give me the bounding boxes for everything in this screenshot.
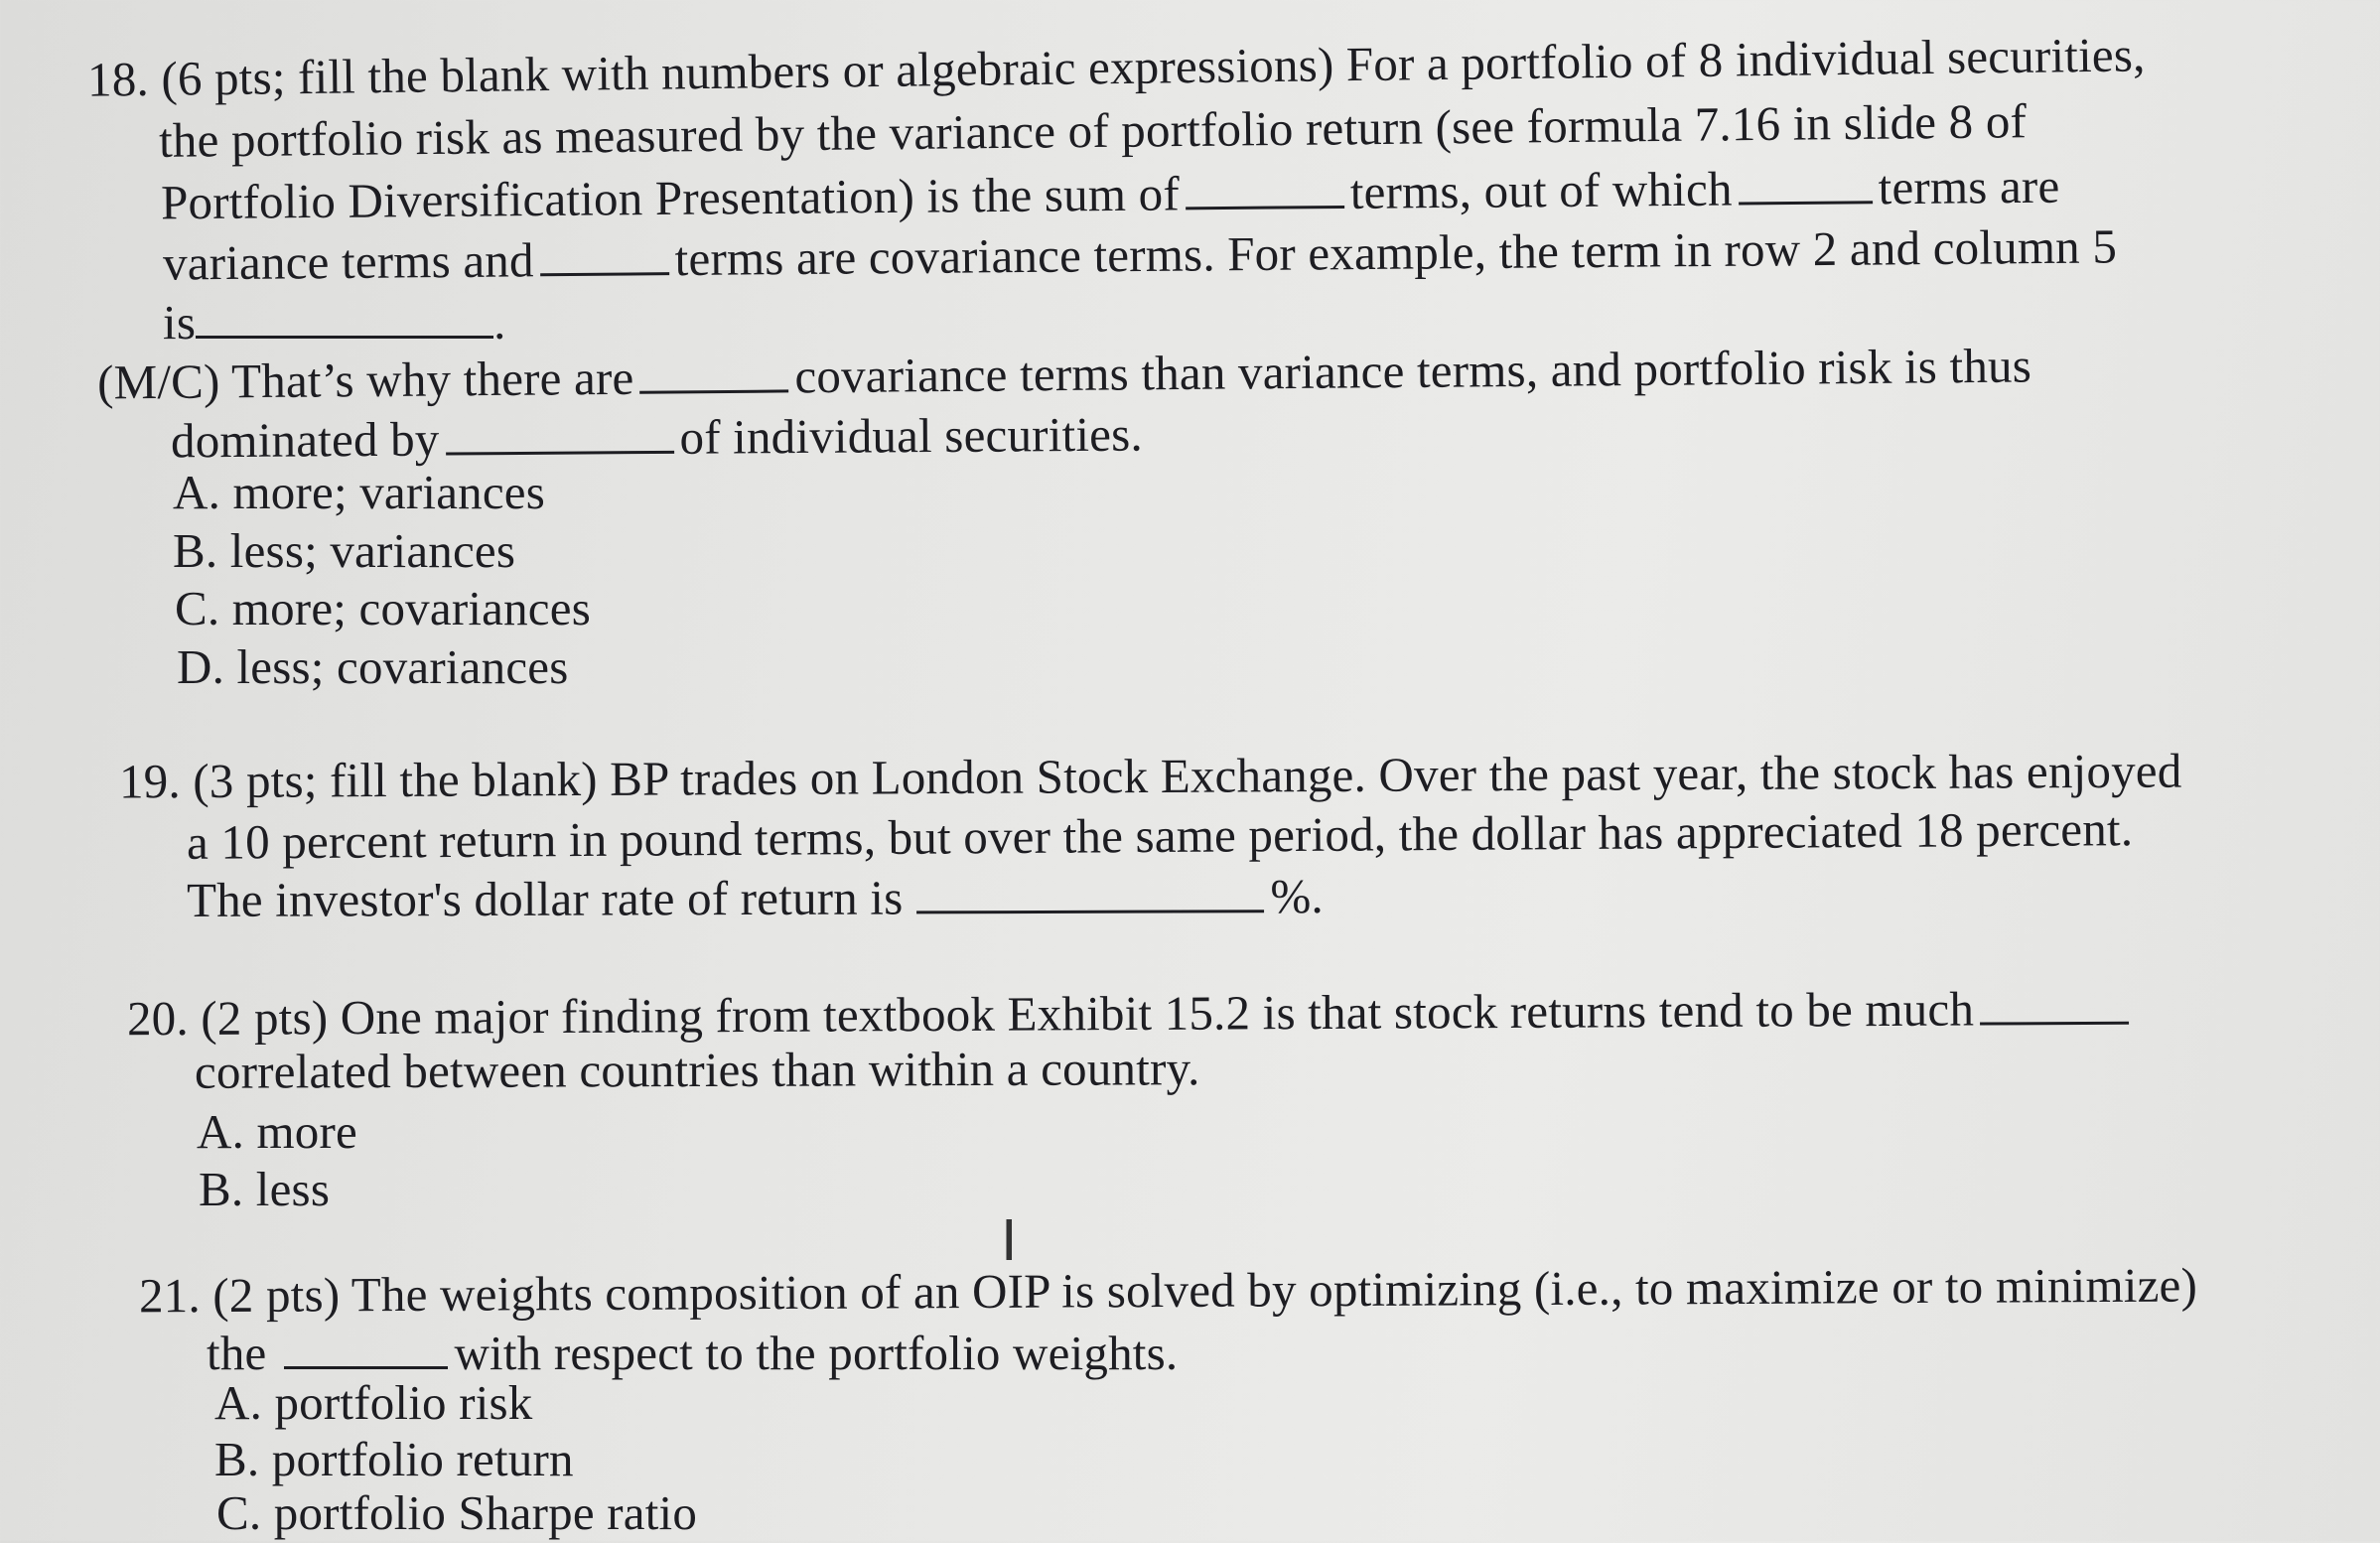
q19-line-2: a 10 percent return in pound terms, but over the same period, the dollar has appreciated 18 percent. (186, 801, 2134, 870)
q20-option-b[interactable]: B. less (199, 1162, 331, 1216)
q18-option-d[interactable]: D. less; covariances (177, 639, 569, 694)
q18-option-c[interactable]: C. more; covariances (175, 581, 591, 635)
blank-row2-col5-term[interactable] (196, 290, 493, 339)
q18-mc-line-2 (171, 402, 1143, 472)
blank-variance-terms[interactable] (1738, 155, 1872, 205)
q18-line-5-text-b: . (493, 295, 506, 350)
q18-line-4-text-a: variance terms and (162, 232, 534, 291)
blank-covariance-terms[interactable] (539, 226, 668, 276)
q18-mc-line-2-text-b: of individual securities. (679, 406, 1144, 465)
blank-total-terms[interactable] (1186, 160, 1344, 210)
q18-line-5 (163, 290, 506, 352)
q19-line-3 (187, 864, 1324, 930)
q18-line-3-text-b: terms, out of which (1349, 161, 1733, 219)
q18-mc-line-2-text-a: dominated by (170, 411, 440, 469)
q19-line-1: 19. (3 pts; fill the blank) BP trades on London Stock Exchange. Over the past year, the stock has enjoyed (118, 743, 2182, 809)
blank-optimized-quantity[interactable] (284, 1321, 448, 1369)
blank-more-or-less[interactable] (639, 344, 788, 393)
blank-dollar-return[interactable] (916, 864, 1264, 913)
q21-line-2-text-b: with respect to the portfolio weights. (454, 1326, 1179, 1380)
q19-line-3-text-a: The investor's dollar rate of return is (186, 870, 904, 927)
q21-line-1: 21. (2 pts) The weights composition of an OIP is solved by optimizing (i.e., to maximize or to minimize) (138, 1257, 2198, 1324)
q20-line-2: correlated between countries than within a country. (194, 1041, 1200, 1099)
blank-correlation[interactable] (1980, 976, 2129, 1026)
q18-line-1: 18. (6 pts; fill the blank with numbers or algebraic expressions) For a portfolio of 8 individual securities, (86, 27, 2146, 107)
q18-line-3-text-a: Portfolio Diversification Presentation) is the sum of (160, 166, 1181, 230)
q18-option-a[interactable]: A. more; variances (173, 465, 546, 519)
q21-line-2-text-a: the (207, 1326, 267, 1380)
q18-line-3-text-c: terms are (1878, 158, 2060, 215)
q21-option-c[interactable]: C. portfolio Sharpe ratio (216, 1485, 698, 1540)
q20-line-1 (127, 976, 2135, 1050)
q19-line-3-text-b: %. (1270, 869, 1325, 924)
blank-dominated-by[interactable] (445, 405, 673, 456)
q20-line-1-text: 20. (2 pts) One major finding from textbook Exhibit 15.2 is that stock returns tend to be much (126, 981, 1975, 1047)
q18-line-5-text-a: is (163, 295, 197, 350)
q18-line-2: the portfolio risk as measured by the variance of portfolio return (see formula 7.16 in slide 8 of (158, 93, 2028, 168)
q21-option-a[interactable]: A. portfolio risk (214, 1375, 533, 1430)
text-cursor-icon: I (1001, 1209, 1018, 1274)
q20-option-a[interactable]: A. more (197, 1104, 357, 1159)
q18-mc-line-1-text-b: covariance terms than variance terms, and portfolio risk is thus (794, 338, 2032, 404)
q21-option-b[interactable]: B. portfolio return (214, 1432, 574, 1486)
q18-mc-line-1-text-a: (M/C) That’s why there are (96, 350, 634, 410)
q18-option-b[interactable]: B. less; variances (173, 523, 516, 578)
q18-line-4-text-b: terms are covariance terms. For example, the term in row 2 and column 5 (674, 218, 2118, 287)
